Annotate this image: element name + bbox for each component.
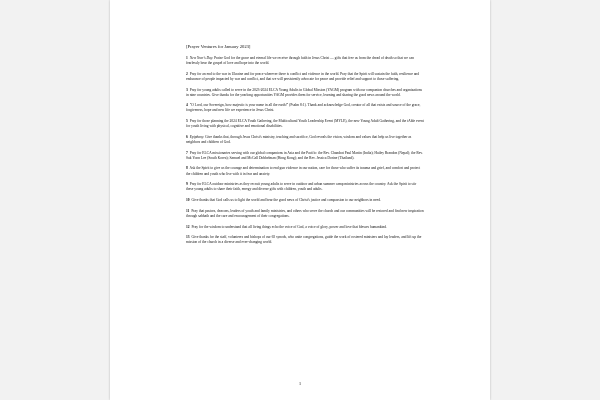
prayer-item-number: 8 — [186, 166, 188, 171]
prayer-item — [186, 166, 424, 176]
prayer-item — [186, 72, 424, 82]
prayer-item-number: 10 — [186, 198, 190, 203]
prayer-item-text: "O Lord, our Sovereign, how majestic is your name in all the earth!" (Psalm 8:1). Thank and acknowledge God, creator of all that exists and source of the grace, forgiveness, hope and new life we experience in Jesus Christ. — [186, 103, 421, 113]
prayer-item-text: Pray for young adults called to serve in the 2023-2024 ELCA Young Adults in Global Mission (YAGM) program with our companion churches and organizations in nine countries. Give thanks for the yearlong opportunities YAGM provides them for service, learning and sharing the good news around the world. — [186, 87, 422, 97]
prayer-item — [186, 88, 424, 98]
prayer-item — [186, 235, 424, 245]
prayer-item-lead: New Year's Day. — [189, 56, 214, 60]
document-page — [110, 0, 490, 400]
prayer-item-number: 1 — [186, 56, 188, 60]
prayer-item — [186, 119, 424, 129]
prayer-item-number: 4 — [186, 103, 188, 108]
prayer-item-number: 5 — [186, 119, 188, 124]
prayer-item-number: 3 — [186, 87, 188, 92]
prayer-item-number: 12 — [186, 224, 190, 229]
prayer-item-number: 2 — [186, 71, 188, 76]
prayer-item-text: Give thanks that God calls us to light the world and hear the good news of Christ's justice and compassion to our neighbors in need. — [191, 198, 381, 203]
prayer-item — [186, 151, 424, 161]
prayer-item — [186, 182, 424, 192]
prayer-item-number: 7 — [186, 150, 188, 155]
prayer-item — [186, 56, 424, 66]
prayer-item-text: Pray for those planning the 2024 ELCA Youth Gathering, the Multicultural Youth Leadership Event (MYLE), the new Young Adult Gathering, and the tAble event for youth living with physical, cognitive and emotional disabilities. — [186, 119, 424, 129]
prayer-item-text: Pray for ELCA missionaries serving with our global companions in Asia and the Pacific: the Rev. Chandrat Paul Martin (India); Hailey Brandon (Nepal); the Rev. Suk Yoon Lee (South Korea); Samuel and McCall Dobbelman (Hong Kong); and the Rev. Jessica Dorine (Thailand). — [186, 150, 423, 160]
prayer-item — [186, 225, 424, 230]
document-heading: [Prayer Ventures for January 2023] — [186, 44, 251, 49]
prayer-item-number: 13 — [186, 235, 190, 240]
prayer-item-text: Pray for ELCA outdoor ministries as they recruit young adults to serve in outdoor and urban summer camp ministries across the country. Ask the Spirit to stir these young adults to share their faith, energy and diverse gifts with children, youth and adults. — [186, 182, 417, 192]
prayer-item — [186, 103, 424, 113]
prayer-list — [186, 56, 424, 245]
prayer-item-text: Pray for the wisdom to understand that all living things echo the voice of God, a voice of glory, power and love that blesses humankind. — [191, 224, 387, 229]
prayer-item-text: Pray that pastors, deacons, leaders of youth and family ministries, and others who serve the church and our communities will be restored and find new inspiration through sabbath and the care and encouragement of their congregations. — [186, 208, 424, 218]
prayer-item-text: Praise God for the grace and eternal life we receive through faith in Jesus Christ — gifts that free us from the dread of death so that we can fearlessly bear the gospel of love and hope into the world. — [186, 56, 414, 66]
prayer-item-number: 11 — [186, 208, 190, 213]
prayer-item — [186, 135, 424, 145]
page-number: 1 — [298, 381, 302, 386]
prayer-item-text: Pray for an end to the war in Ukraine and for peace wherever there is conflict and violence in the world. Pray that the Spirit will sustain the faith, resilience and endurance of people impacted by war and conflict, and that we will persistently advocate for peace and provide relief and support to those suffering. — [186, 71, 420, 81]
prayer-item-lead: Epiphany. — [189, 134, 205, 139]
document-body — [186, 44, 424, 251]
prayer-item-number: 9 — [186, 182, 188, 187]
prayer-item-text: Ask the Spirit to give us the courage and determination to end gun violence in our nation, care for those who suffer its trauma and grief, and comfort and protect the children and youth who live with it in fear and anxiety. — [186, 166, 421, 176]
prayer-item-text: Give thanks that, through Jesus Christ's ministry, teaching and sacrifice, God reveals the vision, wisdom and values that help us live together as neighbors and children of God. — [186, 134, 412, 144]
prayer-item — [186, 209, 424, 219]
prayer-item-text: Give thanks for the staff, volunteers and bishops of our 65 synods, who unite congregations, guide the work of rostered ministers and lay leaders, and lift up the mission of the church in a diverse and ever-changing world. — [186, 235, 422, 245]
prayer-item — [186, 198, 424, 203]
prayer-item-number: 6 — [186, 134, 188, 139]
